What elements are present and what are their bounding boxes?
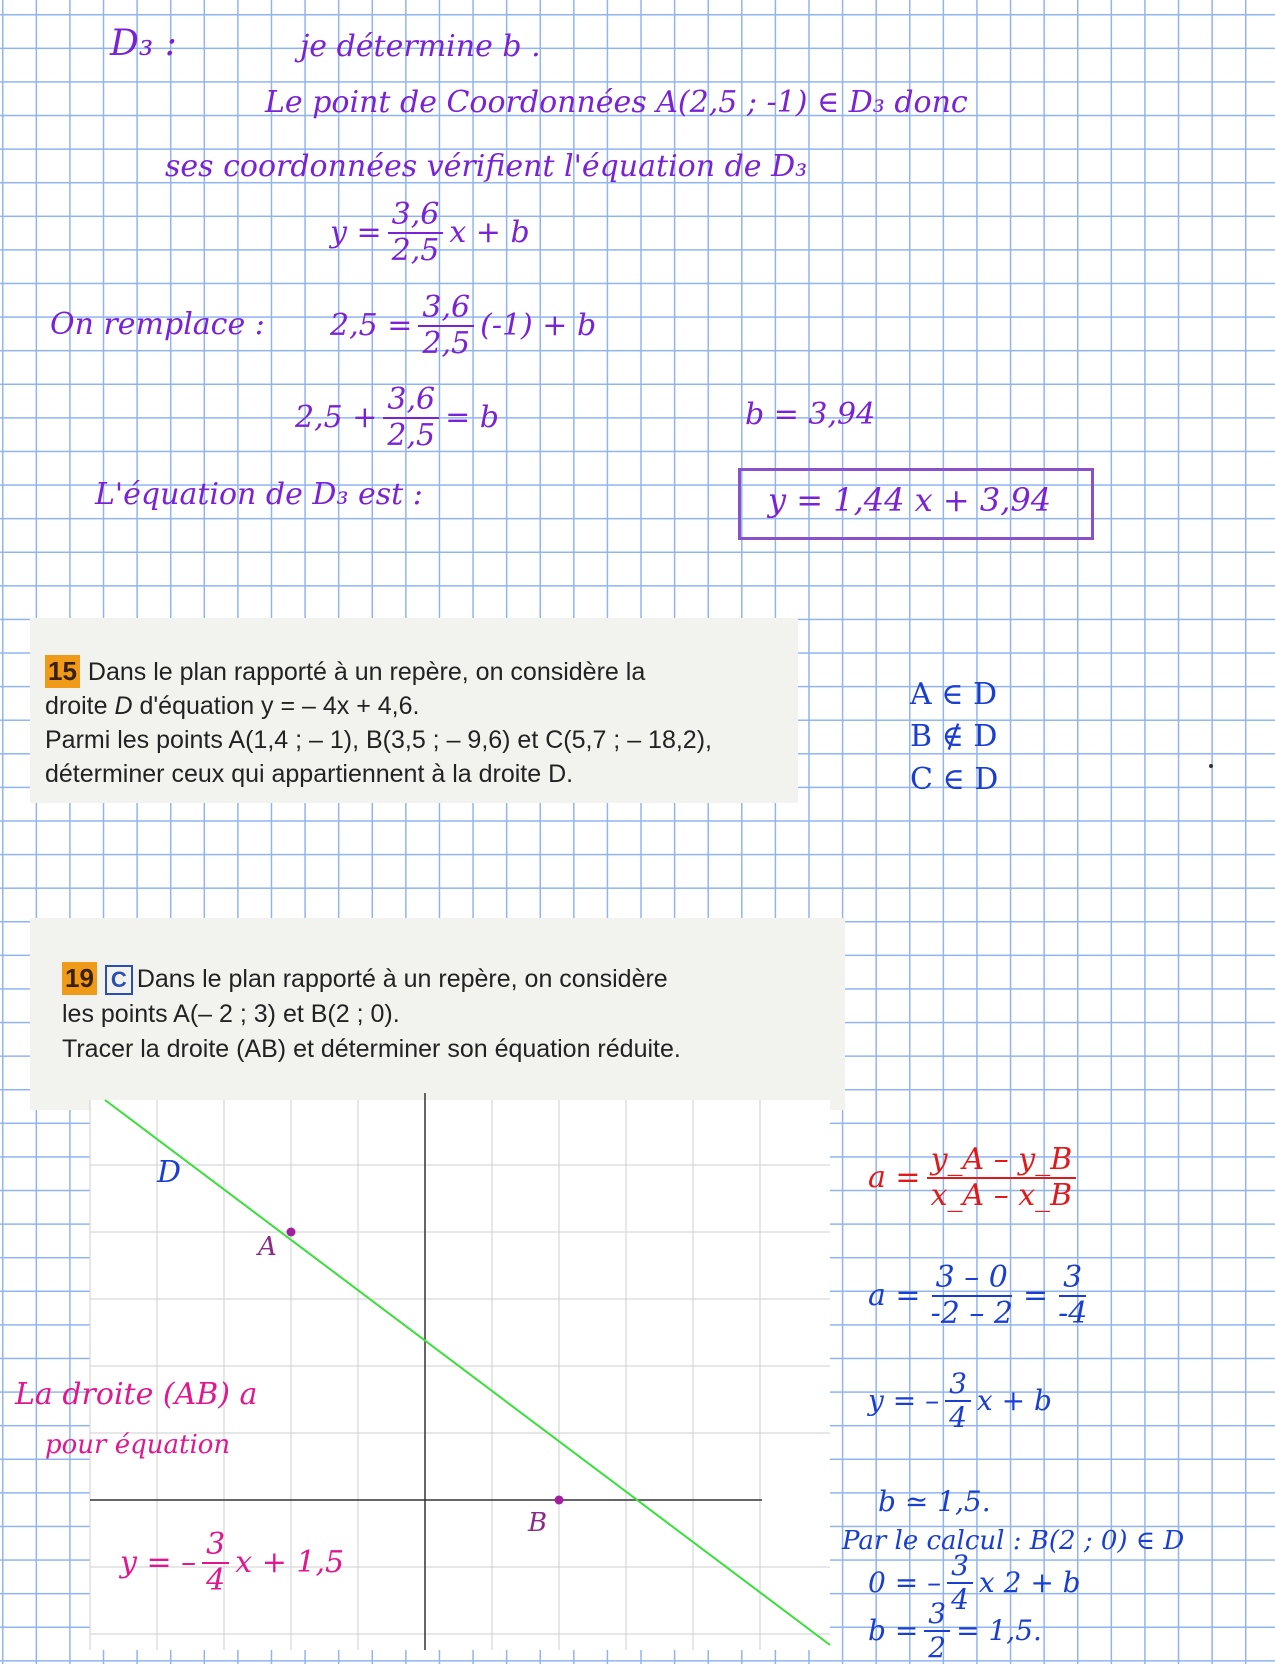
- exercise-19-line2: les points A(– 2 ; 3) et B(2 ; 0).: [62, 1000, 400, 1028]
- on-remplace-label: On remplace :: [50, 307, 265, 342]
- b-approx: b ≃ 1,5.: [878, 1485, 991, 1518]
- exercise-19-line1: 19 C Dans le plan rapporté à un repère, on considère: [62, 962, 668, 996]
- line-ab-statement: La droite (AB) a: [15, 1377, 258, 1412]
- exercise-15-line2: droite D d'équation y = – 4x + 4,6.: [45, 692, 420, 720]
- point-coordinates-text: Le point de Coordonnées A(2,5 ; -1) ∈ D₃ donc: [265, 85, 968, 120]
- slope-calculation: a = $\frac{3 - 0}{-2 - 2}$ = $\frac{3}{-4}$: [868, 1260, 1088, 1331]
- equation-y-form: y = $\frac{3,6}{2,5}$ x + b: [330, 197, 530, 268]
- line-d-label: D: [157, 1155, 182, 1190]
- determine-b-text: je détermine b .: [300, 29, 541, 64]
- exercise-19-badge: C: [105, 965, 133, 995]
- substitution-equation: 2,5 = $\frac{3,6}{2,5}$ (-1) + b: [330, 290, 597, 361]
- pour-equation-text: pour équation: [45, 1430, 231, 1460]
- exercise-15-number: 15: [45, 655, 80, 688]
- point-b-label: B: [528, 1508, 548, 1538]
- coordinates-verify-text: ses coordonnées vérifient l'équation de D₃: [165, 149, 808, 184]
- equation-label: L'équation de D₃ est :: [95, 477, 423, 512]
- final-equation: y = 1,44 x + 3,94: [768, 481, 1052, 519]
- point-b: [555, 1496, 564, 1505]
- answer-b: B ∉ D: [910, 719, 998, 754]
- zero-equation: 0 = – $\frac{3}{4}$ x 2 + b: [868, 1549, 1081, 1616]
- exercise-19-number: 19: [62, 962, 97, 995]
- answer-c: C ∈ D: [910, 762, 999, 797]
- line-ab-equation: y = – $\frac{3}{4}$ x + 1,5: [120, 1527, 345, 1598]
- answer-a: A ∈ D: [910, 677, 997, 712]
- exercise-19-line3: Tracer la droite (AB) et déterminer son équation réduite.: [62, 1035, 681, 1063]
- exercise-15-line4: déterminer ceux qui appartiennent à la droite D.: [45, 760, 574, 788]
- point-a: [287, 1228, 296, 1237]
- solve-b-equation: 2,5 + $\frac{3,6}{2,5}$ = b: [295, 382, 499, 453]
- exercise-15-line3: Parmi les points A(1,4 ; – 1), B(3,5 ; – 9,6) et C(5,7 ; – 18,2),: [45, 726, 712, 754]
- point-a-label: A: [258, 1232, 277, 1262]
- b-result: b = $\frac{3}{2}$ = 1,5.: [868, 1597, 1042, 1664]
- y-equation-b: y = – $\frac{3}{4}$ x + b: [868, 1367, 1052, 1434]
- exercise-15-line1: 15 Dans le plan rapporté à un repère, on considère la: [45, 655, 645, 689]
- calc-statement: Par le calcul : B(2 ; 0) ∈ D: [842, 1526, 1185, 1556]
- d3-label: D₃ :: [110, 23, 177, 64]
- slope-formula: a = $\frac{y\_A - y\_B}{x\_A - x\_B}$: [868, 1145, 1082, 1211]
- b-value: b = 3,94: [745, 397, 876, 432]
